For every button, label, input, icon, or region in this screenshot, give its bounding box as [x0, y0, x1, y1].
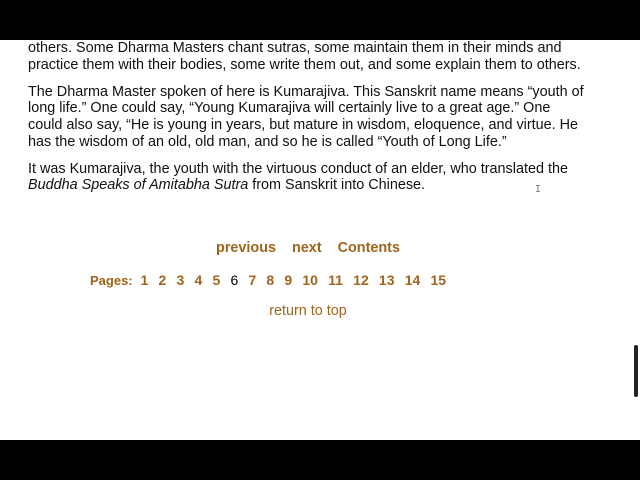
scrollbar-thumb[interactable] — [634, 345, 638, 397]
paragraph-translation-text-a: It was Kumarajiva, the youth with the virtuous conduct of an elder, who translated the — [28, 160, 568, 177]
page-link-1[interactable]: 1 — [140, 272, 149, 288]
sutra-title: Buddha Speaks of Amitabha Sutra — [28, 177, 249, 194]
page-link-12[interactable]: 12 — [353, 272, 369, 288]
page-link-8[interactable]: 8 — [266, 272, 275, 288]
previous-link[interactable]: previous — [216, 240, 277, 256]
page-link-3[interactable]: 3 — [176, 272, 185, 288]
page-nav — [0, 240, 616, 256]
pagination — [90, 272, 456, 288]
next-link[interactable]: next — [292, 240, 322, 256]
text-cursor-icon: I — [535, 184, 542, 195]
paragraph-translation — [28, 161, 588, 194]
page-list — [141, 272, 457, 288]
pages-label: Pages: — [90, 273, 133, 288]
page-link-11[interactable]: 11 — [328, 272, 343, 288]
page-viewport — [0, 40, 640, 440]
letterbox-top — [0, 0, 640, 40]
paragraph-top-fragment: others. Some Dharma Masters chant sutras, some maintain them in their minds and practice them with their bodies, some write them out, and some explain them to others. — [28, 40, 581, 73]
contents-link[interactable]: Contents — [337, 240, 400, 256]
page-link-15[interactable]: 15 — [430, 272, 447, 288]
page-link-14[interactable]: 14 — [404, 272, 421, 288]
page-link-4[interactable]: 4 — [194, 272, 203, 288]
page-link-7[interactable]: 7 — [248, 272, 257, 288]
paragraph-kumarajiva-name: The Dharma Master spoken of here is Kumarajiva. This Sanskrit name means “youth of long life.” One could say, “Young Kumarajiva will certainly live to a great age.” One could also say, “He is young in years, but mature in wisdom, eloquence, and virtue. He has the wisdom of an old, old man, and so he is called “Youth of Long Life.” — [28, 83, 584, 150]
page-link-2[interactable]: 2 — [158, 272, 167, 288]
letterbox-bottom — [0, 440, 640, 480]
page-link-13[interactable]: 13 — [378, 272, 395, 288]
page-link-10[interactable]: 10 — [302, 272, 318, 288]
page-link-5[interactable]: 5 — [212, 272, 221, 288]
return-to-top-link[interactable]: return to top — [269, 303, 347, 319]
page-link-6[interactable]: 6 — [230, 272, 239, 288]
page-link-9[interactable]: 9 — [284, 272, 293, 288]
article-body — [28, 40, 588, 205]
paragraph-translation-text-b: from Sanskrit into Chinese. — [248, 177, 426, 194]
